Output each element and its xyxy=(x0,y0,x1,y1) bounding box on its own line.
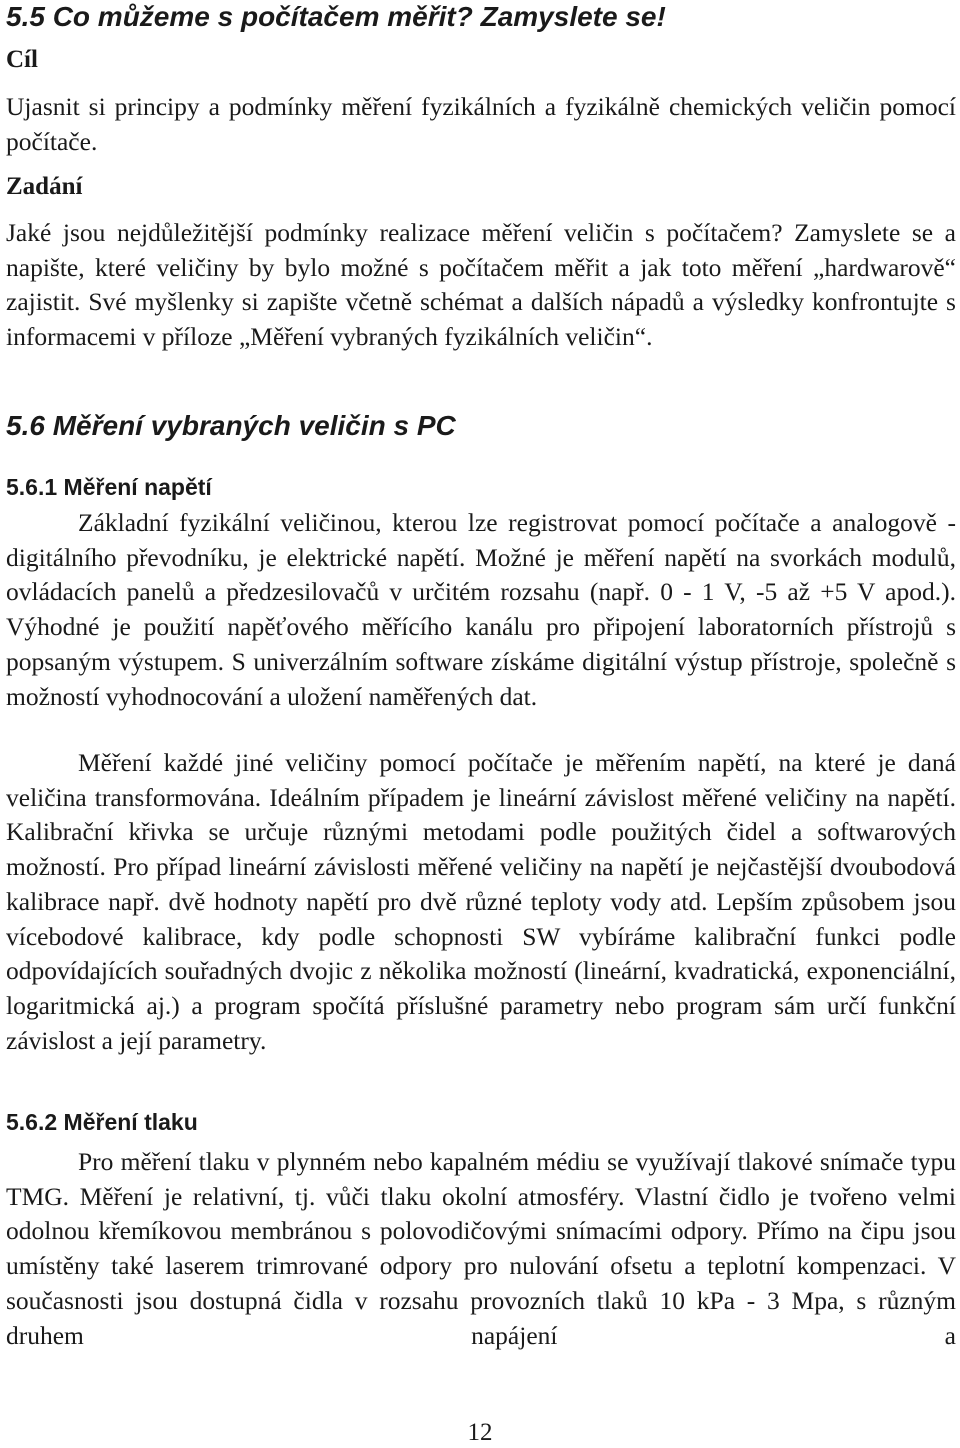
section-heading-5-6: 5.6 Měření vybraných veličin s PC xyxy=(6,410,456,441)
voltage-paragraph-2: Měření každé jiné veličiny pomocí počítače je měřením napětí, na které je daná veličina transformována. Ideálním případem je lineární závislost měřené veličiny na napětí. Kalibrační křivka se určuje různými metodami podle použitých čidel a softwarových možností. Pro případ lineární závislosti měřené veličiny na napětí je nejčastější dvoubodová kalibrace např. dvě hodnoty napětí pro dvě různé teploty vody atd. Lepším způsobem jsou vícebodové kalibrace, kdy podle schopnosti SW vybíráme kalibrační funkci podle odpovídajících souřadných dvojic z několika možností (lineární, kvadratická, exponenciální, logaritmická aj.) a program spočítá příslušné parametry nebo program sám určí funkční závislost a její parametry. xyxy=(6,748,956,1055)
pressure-paragraph-1: Pro měření tlaku v plynném nebo kapalném médiu se využívají tlakové snímače typu TMG. Měření je relativní, tj. vůči tlaku okolní atmosféry. Vlastní čidlo je tvořeno velmi odolnou křemíkovou membránou s polovodičovými snímacími odpory. Přímo na čipu jsou umístěny také laserem trimrované odpory pro nulování ofsetu a teplotní kompenzaci. V současnosti jsou dostupná čidla v rozsahu provozních tlaků 10 kPa - 3 Mpa, s různým druhem napájení a xyxy=(6,1147,956,1350)
task-text: Jaké jsou nejdůležitější podmínky realizace měření veličin s počítačem? Zamyslete se a napište, které veličiny by bylo možné s počítačem měřit a jak toto měření „hardwarově“ zajistit. Své myšlenky si zapište včetně schémat a dalších nápadů a výsledky konfrontujte s informacemi v příloze „Měření vybraných fyzikálních veličin“. xyxy=(6,218,956,352)
task-label: Zadání xyxy=(6,173,83,200)
subsection-heading-5-6-1: 5.6.1 Měření napětí xyxy=(6,474,212,500)
section-heading-5-5: 5.5 Co můžeme s počítačem měřit? Zamyslete se! xyxy=(6,1,666,32)
goal-text: Ujasnit si principy a podmínky měření fyzikálních a fyzikálně chemických veličin pomocí počítače. xyxy=(6,92,956,156)
subsection-heading-5-6-2: 5.6.2 Měření tlaku xyxy=(6,1109,198,1135)
voltage-paragraph-1: Základní fyzikální veličinou, kterou lze registrovat pomocí počítače a analogově - digitálního převodníku, je elektrické napětí. Možné je měření napětí na svorkách modulů, ovládacích panelů a předzesilovačů v určitém rozsahu (např. 0 - 1 V, -5 až +5 V apod.). Výhodné je použití napěťového měřícího kanálu pro připojení laboratorních přístrojů s popsaným výstupem. S univerzálním software získáme digitální výstup přístroje, společně s možností vyhodnocování a uložení naměřených dat. xyxy=(6,508,956,711)
goal-label: Cíl xyxy=(6,46,38,73)
page-number: 12 xyxy=(467,1419,493,1446)
